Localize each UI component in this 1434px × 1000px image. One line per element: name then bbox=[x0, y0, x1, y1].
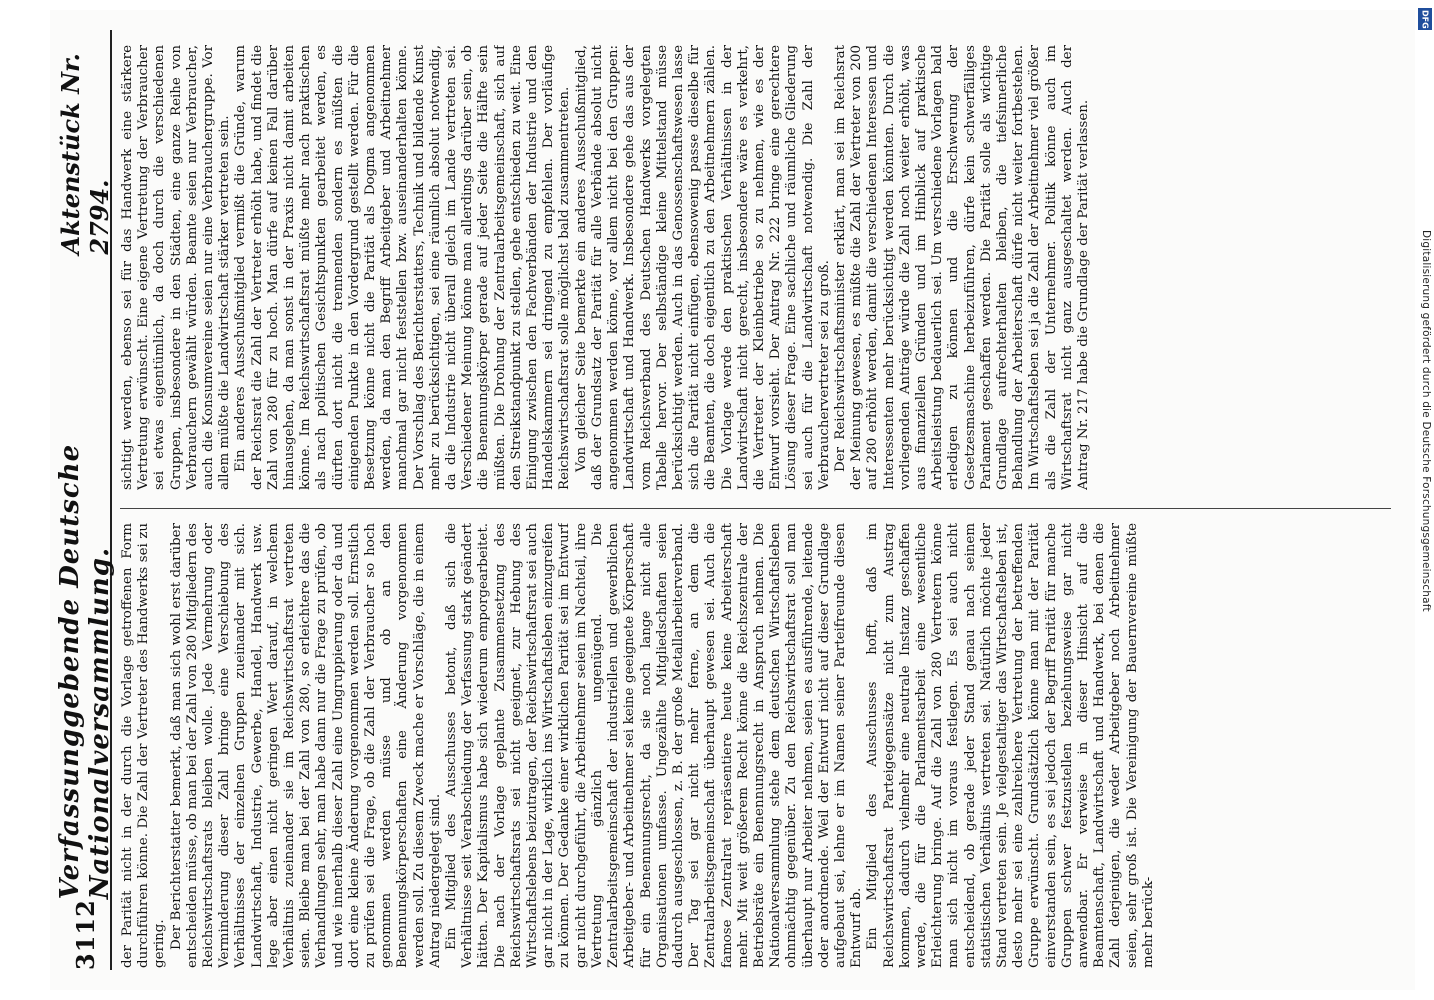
dfg-logo: DFG bbox=[1418, 8, 1432, 30]
digitization-credit: Digitalisierung gefördert durch die Deutsche Forschungsgemeinschaft bbox=[1420, 230, 1432, 612]
scanned-page bbox=[50, 10, 1415, 990]
page-title: Verfassunggebende Deutsche Nationalversammlung. bbox=[55, 443, 115, 900]
paragraph: Ein anderes Ausschußmitglied vermißt die Gründe, warum der Reichsrat die Zahl der Vertreter erhöht habe, und findet die Zahl von 280 für zu hoch. Man dürfe auf keinen Fall darüber hinausgehen, da man sonst in der Praxis nicht damit arbeiten könne. Im Reichswirtschaftsrat müßte mehr nach praktischen als nach politischen Gesichtspunkten gearbeitet werden, es dürften dort nicht die trennenden sondern es müßten die einigenden Punkte in den Vordergrund gestellt werden. Für die Besetzung könne nicht die Parität als Dogma angenommen werden, da man den Begriff Arbeitgeber und Arbeitnehmer manchmal gar nicht feststellen bzw. auseinanderhalten könne. Der Vorschlag des Berichterstatters, Technik und bildende Kunst mehr zu berücksichtigen, sei eine räumlich absolut notwendig, da die Industrie nicht überall gleich im Lande vertreten sei. Verschiedener Meinung könne man allerdings darüber sein, ob die Benennungskörper gerade auf jeder Seite die Hälfte sein müßten. Die Drohung der Zentralarbeitsgemeinschaft, sich auf den Streikstandpunkt zu stellen, gehe entschieden zu weit. Eine Einigung zwischen den Fachverbänden der Industrie und den Handelskammern sei dringend zu empfehlen. Der vorläufige Reichswirtschaftsrat solle möglichst bald zusammentreten. bbox=[233, 45, 573, 490]
column-divider bbox=[120, 508, 1391, 509]
text-column-left bbox=[120, 523, 1395, 968]
document-reference: Aktenstück Nr. 2794. bbox=[56, 53, 114, 255]
text-column-right bbox=[120, 45, 1395, 490]
rotated-page-content bbox=[50, 10, 1415, 990]
paragraph: der Parität nicht in der durch die Vorlage getroffenen Form durchführen könne. Die Zahl der Vertreter des Handwerks sei zu gering. bbox=[120, 523, 168, 968]
paragraph: Von gleicher Seite bemerkte ein anderes Ausschußmitglied, daß der Grundsatz der Parität für alle Verbände absolut nicht angenommen werden könne, vor allem nicht bei den Gruppen: Landwirtschaft und Handwerk. Insbesondere gehe das aus der vom Reichsverband des Deutschen Handwerks vorgelegten Tabelle hervor. Der selbständige kleine Mittelstand müsse berücksichtigt werden. Auch in das Genossenschaftswesen lasse sich die Parität nicht einfügen, ebensowenig passe dieselbe für die Beamten, die doch eigentlich zu den Arbeitnehmern zählen. Die Vorlage werde den praktischen Verhältnissen in der Landwirtschaft nicht gerecht, insbesondere wäre es verkehrt, die Vertreter der Kleinbetriebe so zu nehmen, wie es der Entwurf vorsieht. Der Antrag Nr. 222 bringe eine gerechtere Lösung dieser Frage. Eine sachliche und räumliche Gliederung sei auch für die Landwirtschaft notwendig. Die Zahl der Verbrauchervertreter sei zu groß. bbox=[573, 45, 832, 490]
paragraph: sichtigt werden, ebenso sei für das Handwerk eine stärkere Vertretung erwünscht. Eine eigene Vertretung der Verbraucher sei etwas eigentümlich, da doch durch die verschiedenen Gruppen, insbesondere in den Städten, eine ganze Reihe von Verbrauchern gewählt würden. Beamte seien nur Verbraucher, auch die Konsumvereine seien nur eine Verbrauchergruppe. Vor allem müßte die Landwirtschaft stärker vertreten sein. bbox=[120, 45, 233, 490]
paragraph: Der Reichswirtschaftsminister erklärt, man sei im Reichsrat der Meinung gewesen, es müßte die Zahl der Vertreter von 200 auf 280 erhöht werden, damit die verschiedenen Interessen und Interessenten mehr berücksichtigt werden könnten. Durch die vorliegenden Anträge würde die Zahl noch weiter erhöht, was aus finanziellen Gründen und im Hinblick auf praktische Arbeitsleistung bedauerlich sei. Um verschiedene Vorlagen bald erledigen zu können und die Erschwerung der Gesetzesmaschine herbeizuführen, dürfe kein schwerfälliges Parlament geschaffen werden. Die Parität solle als wichtige Grundlage aufrechterhalten bleiben, die tiefsinnerliche Behandlung der Arbeiterschaft dürfe nicht weiter fortbestehen. Im Wirtschaftsleben sei ja die Zahl der Arbeitnehmer viel größer als die Zahl der Unternehmer. Politik könne auch im Wirtschaftsrat nicht ganz ausgeschaltet werden. Auch der Antrag Nr. 217 habe die Grundlage der Parität verlassen. bbox=[832, 45, 1091, 490]
page-number: 3112 bbox=[70, 899, 100, 970]
paragraph: Ein Mitglied des Ausschusses betont, daß sich die Verhältnisse seit Verabschiedung der Verfassung stark geändert hätten. Der Kapitalismus habe sich wiederum emporgearbeitet. Die nach der Vorlage geplante Zusammensetzung des Reichswirtschaftsrats sei nicht geeignet, zur Hebung des Wirtschaftslebens beizutragen, der Reichswirtschaftsrat sei auch gar nicht in der Lage, wirklich ins Wirtschaftsleben einzugreifen zu können. Der Gedanke einer wirklichen Parität sei im Entwurf gar nicht durchgeführt, die Arbeitnehmer seien im Nachteil, ihre Vertretung gänzlich ungenügend. Die Zentralarbeitsgemeinschaft der industriellen und gewerblichen Arbeitgeber- und Arbeitnehmer sei keine geeignete Körperschaft für ein Benennungsrecht, da sie noch lange nicht alle Organisationen umfasse. Ungezählte Mitgliedschaften seien dadurch ausgeschlossen, z. B. der große Metallarbeiterverband. Der Tag sei gar nicht mehr ferne, an dem die Zentralarbeitsgemeinschaft überhaupt gewesen sei. Auch die famose Zentralrat repräsentiere heute keine Arbeiterschaft mehr. Mit weit größerem Recht könne die Reichszentrale der Betriebsräte ein Benennungsrecht in Anspruch nehmen. Die Nationalversammlung stehe dem deutschen Wirtschaftsleben ohnmächtig gegenüber. Zu den Reichswirtschaftsrat soll man überhaupt nur Arbeiter nehmen, seien es ausführende, leitende oder anordnende. Weil der Entwurf nicht auf dieser Grundlage aufgebaut sei, lehne er im Namen seiner Parteifreunde diesen Entwurf ab. bbox=[444, 523, 865, 968]
paragraph: Der Berichterstatter bemerkt, daß man sich wohl erst darüber entscheiden müsse, ob man bei der Zahl von 280 Mitgliedern des Reichswirtschaftsrats bleiben wolle. Jede Vermehrung oder Verminderung dieser Zahl bringe eine Verschiebung des Verhältnisses der einzelnen Gruppen zueinander mit sich. Landwirtschaft, Industrie, Gewerbe, Handel, Handwerk usw. lege aber einen nicht geringen Wert darauf, in welchem Verhältnis zueinander sie im Reichswirtschaftsrat vertreten seien. Bleibe man bei der Zahl von 280, so erleichtere das die Verhandlungen sehr, man habe dann nur die Frage zu prüfen, ob und wie innerhalb dieser Zahl eine Umgruppierung oder da und dort eine kleine Änderung vorgenommen werden soll. Ernstlich zu prüfen sei die Frage, ob die Zahl der Verbraucher so hoch genommen werden müsse und ob an den Benennungskörperschaften eine Änderung vorgenommen werden soll. Zu diesem Zweck mache er Vorschläge, die in einem Antrag niedergelegt sind. bbox=[168, 523, 443, 968]
page-header bbox=[55, 30, 115, 970]
paragraph: Ein Mitglied des Ausschusses hofft, daß im Reichswirtschaftsrat Parteigegensätze nicht zum Austrag kommen, dadurch vielmehr eine neutrale Instanz geschaffen werde, die für die Parlamentsarbeit eine wesentliche Erleichterung bringe. Auf die Zahl von 280 Vertretern könne man sich nicht im voraus festlegen. Es sei auch nicht entscheidend, ob gerade jeder Stand genau nach seinem statistischen Verhältnis vertreten sei. Natürlich möchte jeder Stand vertreten sein. Je vielgestaltiger das Wirtschaftsleben ist, desto mehr sei eine zahlreichere Vertretung der betreffenden Gruppe erwünscht. Grundsätzlich könne man mit der Parität einverstanden sein, es sei jedoch der Begriff Parität für manche Gruppen schwer festzustellen beziehungsweise gar nicht anwendbar. Er verweise in dieser Hinsicht auf die Beamtenschaft, Landwirtschaft und Handwerk, bei denen die Zahl derjenigen, die weder Arbeitgeber noch Arbeitnehmer seien, sehr groß ist. Die Vereinigung der Bauernvereine müßte mehr berück- bbox=[865, 523, 1156, 968]
